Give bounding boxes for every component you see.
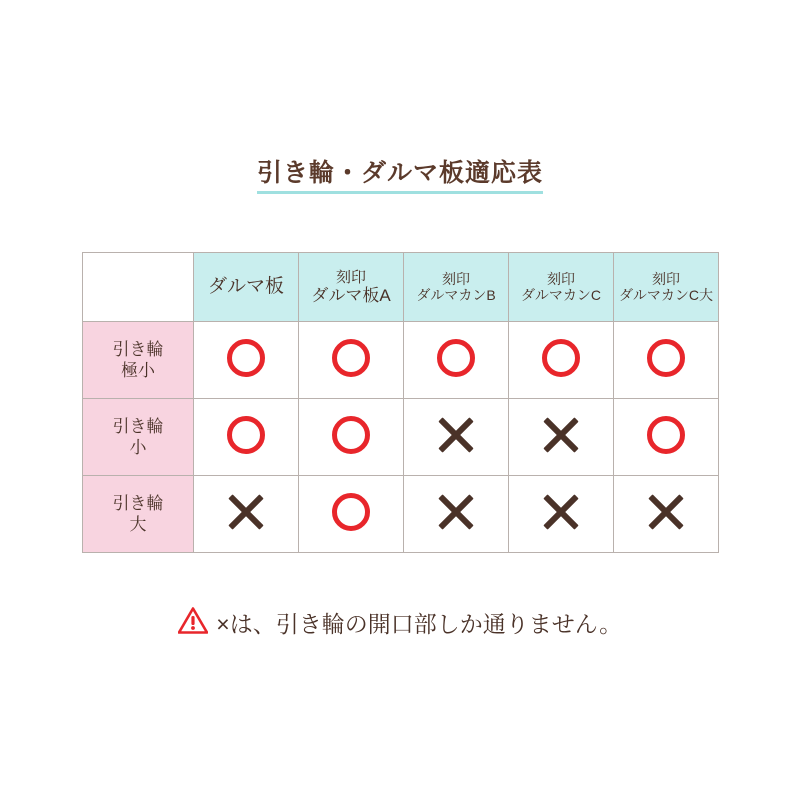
footnote	[0, 606, 800, 640]
cross-mark	[227, 493, 265, 531]
cross-mark	[647, 493, 685, 531]
cell-r0-c0	[194, 322, 299, 399]
circle-mark	[647, 416, 685, 454]
column-header-line1: 刻印	[652, 270, 680, 287]
cell-r1-c4	[614, 399, 719, 476]
column-header-line1: 刻印	[442, 270, 470, 287]
column-header-line2: ダルマカンC	[520, 287, 602, 303]
column-header-line2: ダルマカンC大	[618, 287, 714, 303]
cell-r2-c0	[194, 476, 299, 553]
column-header-kokuin-darumakan-c	[509, 253, 614, 322]
table-header-row	[83, 253, 719, 322]
cell-r2-c2	[404, 476, 509, 553]
circle-mark	[332, 493, 370, 531]
circle-mark	[227, 416, 265, 454]
cell-r1-c0	[194, 399, 299, 476]
column-header-line2: ダルマ板A	[311, 285, 391, 305]
row-header-hikiwa-sho	[83, 399, 194, 476]
cell-r0-c1	[299, 322, 404, 399]
column-header-line1: 刻印	[547, 270, 575, 287]
column-header-kokuin-daruma-ita-a	[299, 253, 404, 322]
row-header-line1: 引き輪	[112, 493, 164, 513]
table-row	[83, 399, 719, 476]
row-header-line1: 引き輪	[112, 339, 164, 359]
page-title: 引き輪・ダルマ板適応表	[257, 158, 543, 194]
cell-r2-c3	[509, 476, 614, 553]
circle-mark	[332, 416, 370, 454]
footnote-text: ×は、引き輪の開口部しか通りません。	[216, 611, 623, 637]
cell-r1-c3	[509, 399, 614, 476]
cell-r1-c2	[404, 399, 509, 476]
compatibility-table	[82, 252, 719, 553]
column-header-daruma-ita	[194, 253, 299, 322]
circle-mark	[227, 339, 265, 377]
row-header-line2: 大	[129, 515, 147, 534]
cell-r0-c3	[509, 322, 614, 399]
page-title-wrap	[0, 158, 800, 194]
circle-mark	[647, 339, 685, 377]
circle-mark	[542, 339, 580, 377]
cross-mark	[437, 493, 475, 531]
row-header-line2: 小	[129, 438, 147, 457]
circle-mark	[332, 339, 370, 377]
column-header-line2: ダルマカンB	[416, 287, 496, 303]
row-header-hikiwa-gokusho	[83, 322, 194, 399]
cell-r0-c2	[404, 322, 509, 399]
column-header-line1: ダルマ板	[207, 276, 284, 298]
circle-mark	[437, 339, 475, 377]
table-body	[83, 322, 719, 553]
row-header-line1: 引き輪	[112, 416, 164, 436]
cell-r1-c1	[299, 399, 404, 476]
cell-r2-c4	[614, 476, 719, 553]
row-header-line2: 極小	[121, 361, 155, 380]
cross-mark	[542, 493, 580, 531]
row-header-hikiwa-dai	[83, 476, 194, 553]
table-row	[83, 476, 719, 553]
cross-mark	[437, 416, 475, 454]
cross-mark	[542, 416, 580, 454]
cell-r2-c1	[299, 476, 404, 553]
cell-r0-c4	[614, 322, 719, 399]
table-header	[83, 253, 719, 322]
table-corner-cell	[83, 253, 194, 322]
column-header-line1: 刻印	[335, 268, 366, 286]
table-row	[83, 322, 719, 399]
compatibility-table-wrap	[82, 252, 719, 553]
column-header-kokuin-darumakan-c-dai	[614, 253, 719, 322]
column-header-kokuin-darumakan-b	[404, 253, 509, 322]
warning-triangle-icon	[178, 607, 208, 640]
